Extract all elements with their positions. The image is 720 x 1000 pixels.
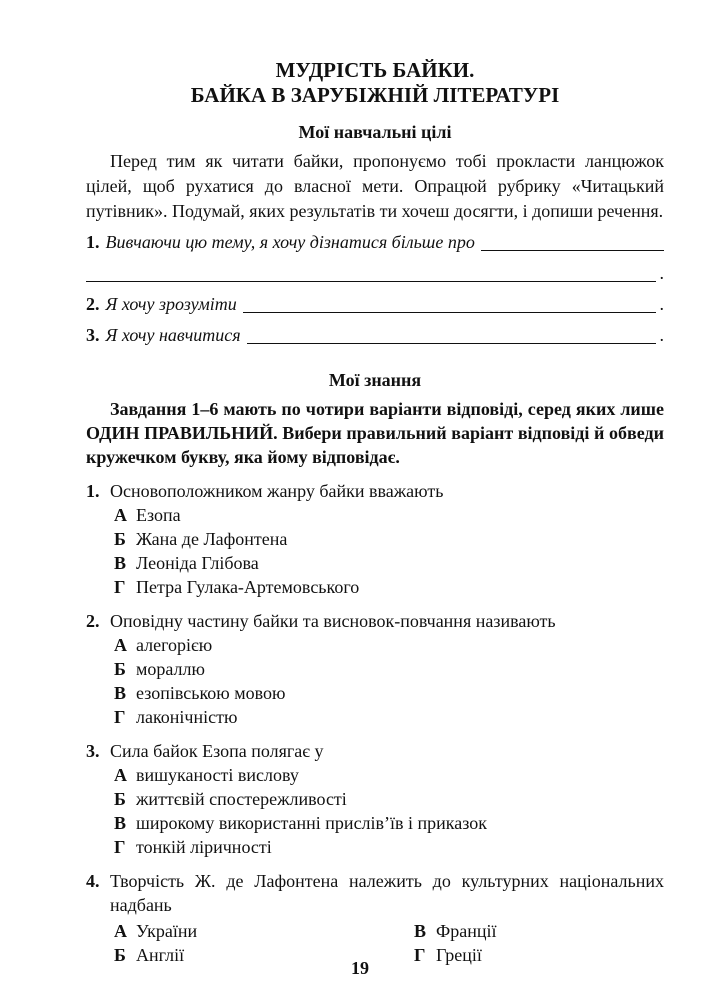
option-text: Греції bbox=[436, 945, 482, 965]
title-line-1: МУДРІСТЬ БАЙКИ. bbox=[275, 58, 475, 82]
page-title bbox=[86, 58, 664, 108]
option-a[interactable] bbox=[114, 919, 414, 943]
question-1 bbox=[86, 479, 664, 599]
option-letter[interactable]: Г bbox=[414, 945, 426, 965]
option-text: Петра Гулака-Артемовського bbox=[136, 577, 360, 597]
option-letter[interactable]: В bbox=[114, 553, 127, 573]
answer-blank[interactable] bbox=[481, 232, 664, 251]
option-text: вишуканості вислову bbox=[136, 765, 299, 785]
option-text: Езопа bbox=[136, 505, 181, 525]
question-number: 4. bbox=[86, 871, 100, 891]
question-text: Оповідну частину байки та висновок-повчання називають bbox=[110, 611, 556, 631]
option-h[interactable] bbox=[86, 705, 664, 729]
option-letter[interactable]: В bbox=[414, 921, 427, 941]
option-text: Жана де Лафонтена bbox=[136, 529, 288, 549]
option-h[interactable] bbox=[86, 835, 664, 859]
option-letter[interactable]: Г bbox=[114, 707, 126, 727]
end-mark: . bbox=[659, 294, 664, 314]
option-letter[interactable]: А bbox=[114, 505, 127, 525]
goal-item-1 bbox=[86, 230, 664, 255]
question-number: 1. bbox=[86, 481, 100, 501]
question-text: Творчість Ж. де Лафонтена належить до культурних національних надбань bbox=[110, 871, 664, 915]
knowledge-instructions: Завдання 1–6 мають по чотири варіанти відповіді, серед яких лише ОДИН ПРАВИЛЬНИЙ. Вибери правильний варіант відповіді й обведи кружечком букву, яка йому відповідає. bbox=[86, 399, 664, 467]
option-text: мораллю bbox=[136, 659, 205, 679]
question-3 bbox=[86, 739, 664, 859]
option-text: езопівською мовою bbox=[136, 683, 286, 703]
option-text: тонкій ліричності bbox=[136, 837, 272, 857]
option-h[interactable] bbox=[86, 575, 664, 599]
option-a[interactable] bbox=[86, 503, 664, 527]
end-mark: . bbox=[659, 325, 664, 345]
option-text: Леоніда Глібова bbox=[136, 553, 259, 573]
option-text: життєвій спостережливості bbox=[136, 789, 347, 809]
answer-blank[interactable] bbox=[243, 294, 656, 313]
goals-heading: Мої навчальні цілі bbox=[298, 122, 452, 142]
option-text: Англії bbox=[136, 945, 185, 965]
option-letter[interactable]: А bbox=[114, 921, 127, 941]
answer-blank[interactable] bbox=[86, 263, 656, 282]
option-text: широкому використанні прислів’їв і приказок bbox=[136, 813, 488, 833]
option-b[interactable] bbox=[86, 527, 664, 551]
goal-number: 1. bbox=[86, 232, 100, 252]
option-text: України bbox=[136, 921, 198, 941]
question-text: Сила байок Езопа полягає у bbox=[110, 741, 324, 761]
question-2 bbox=[86, 609, 664, 729]
knowledge-heading: Мої знання bbox=[328, 370, 422, 390]
option-v[interactable] bbox=[86, 681, 664, 705]
option-letter[interactable]: Б bbox=[114, 945, 126, 965]
goals-intro: Перед тим як читати байки, пропонуємо тобі прокласти ланцюжок цілей, щоб рухатися до власної мети. Опрацюй рубрику «Читацький путівник». Подумай, яких результатів ти хочеш досягти, і допиши речення. bbox=[86, 151, 664, 221]
option-letter[interactable]: В bbox=[114, 813, 127, 833]
option-a[interactable] bbox=[86, 763, 664, 787]
goal-prompt: Вивчаючи цю тему, я хочу дізнатися більше про bbox=[105, 232, 475, 252]
goal-number: 3. bbox=[86, 325, 100, 345]
goal-prompt: Я хочу зрозуміти bbox=[105, 294, 237, 314]
page-number: 19 bbox=[351, 958, 369, 978]
goal-prompt: Я хочу навчитися bbox=[105, 325, 241, 345]
option-letter[interactable]: А bbox=[114, 765, 127, 785]
option-v[interactable] bbox=[86, 811, 664, 835]
question-number: 3. bbox=[86, 741, 100, 761]
end-mark: . bbox=[659, 263, 664, 283]
option-letter[interactable]: В bbox=[114, 683, 127, 703]
option-b[interactable] bbox=[86, 787, 664, 811]
option-letter[interactable]: Б bbox=[114, 789, 126, 809]
option-text: лаконічністю bbox=[136, 707, 238, 727]
option-letter[interactable]: Б bbox=[114, 659, 126, 679]
title-line-2: БАЙКА В ЗАРУБІЖНІЙ ЛІТЕРАТУРІ bbox=[190, 83, 560, 107]
option-letter[interactable]: А bbox=[114, 635, 127, 655]
option-letter[interactable]: Г bbox=[114, 577, 126, 597]
option-letter[interactable]: Г bbox=[114, 837, 126, 857]
option-text: Франції bbox=[436, 921, 497, 941]
answer-blank[interactable] bbox=[247, 325, 656, 344]
question-text: Основоположником жанру байки вважають bbox=[110, 481, 444, 501]
option-v[interactable] bbox=[86, 551, 664, 575]
goal-item-3 bbox=[86, 323, 664, 348]
goal-number: 2. bbox=[86, 294, 100, 314]
question-4 bbox=[86, 869, 664, 967]
option-letter[interactable]: Б bbox=[114, 529, 126, 549]
goal-item-2 bbox=[86, 292, 664, 317]
question-number: 2. bbox=[86, 611, 100, 631]
option-b[interactable] bbox=[86, 657, 664, 681]
goal-item-1-continuation bbox=[86, 261, 664, 286]
option-text: алегорією bbox=[136, 635, 213, 655]
option-v[interactable] bbox=[414, 919, 664, 943]
option-a[interactable] bbox=[86, 633, 664, 657]
